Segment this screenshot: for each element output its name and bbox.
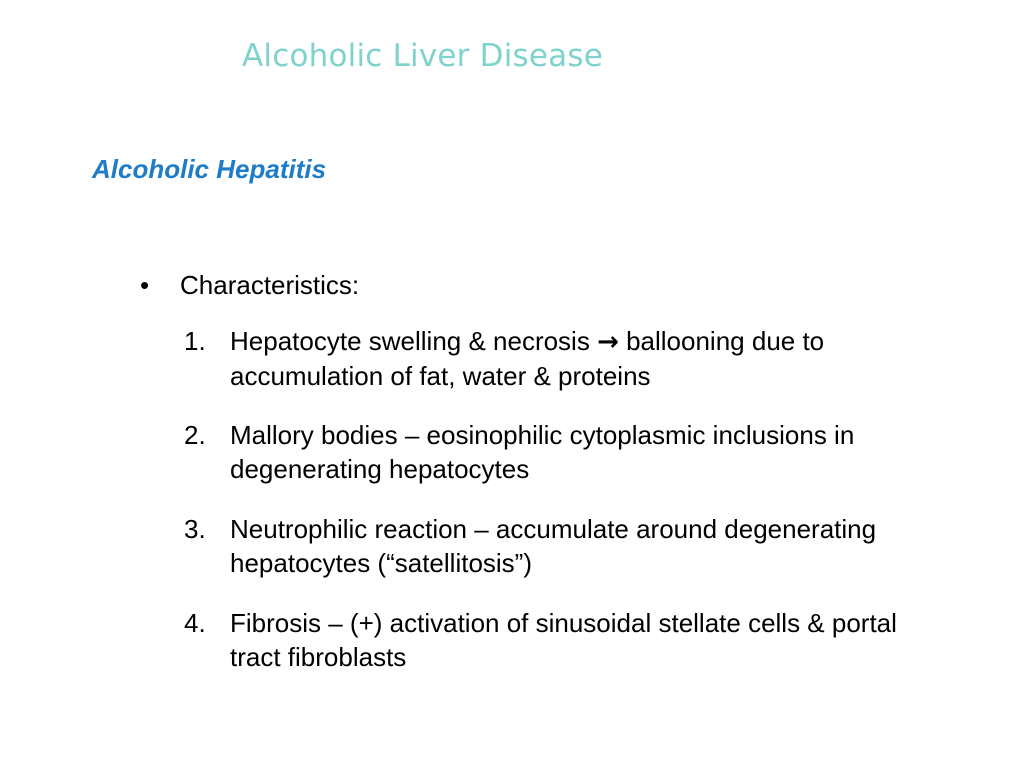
bullet-label: Characteristics:: [180, 270, 360, 300]
list-item-text-part: ballooning due to accumulation of fat, water & proteins: [230, 326, 825, 391]
list-item-text: Mallory bodies – eosinophilic cytoplasmic inclusions in degenerating hepatocytes: [230, 420, 855, 484]
slide-subtitle: Alcoholic Hepatitis: [92, 154, 327, 184]
list-item-number: 1.: [184, 326, 206, 356]
list-item-text: Fibrosis – (+) activation of sinusoidal stellate cells & portal tract fibroblasts: [230, 608, 897, 672]
list-item-number: 2.: [184, 420, 206, 450]
list-item-number: 3.: [184, 514, 206, 544]
slide-title: Alcoholic Liver Disease: [242, 38, 603, 74]
bullet-characteristics: [140, 268, 359, 302]
list-item-text: Neutrophilic reaction – accumulate around degenerating hepatocytes (“satellitosis”): [230, 514, 877, 578]
list-item-text-part: Hepatocyte swelling & necrosis: [230, 326, 598, 356]
right-arrow-icon: →: [597, 327, 619, 357]
list-item-number: 4.: [184, 608, 206, 638]
bullet-marker: •: [140, 270, 150, 300]
list-item-text: [230, 324, 930, 393]
